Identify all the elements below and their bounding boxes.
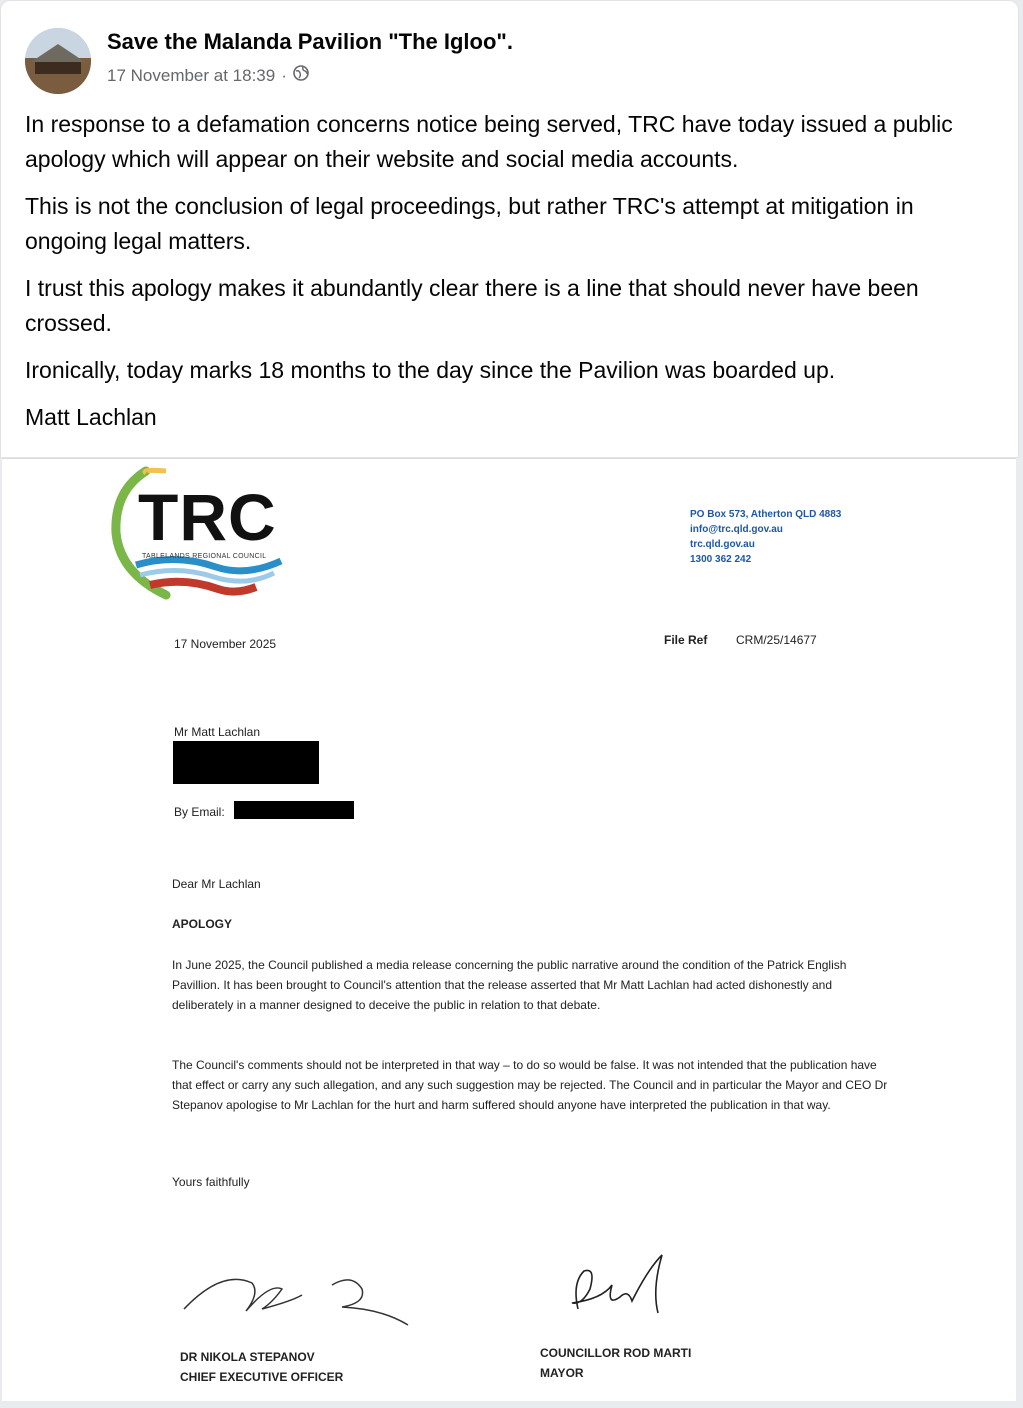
council-contact-details	[690, 507, 841, 567]
post-paragraph: In response to a defamation concerns notice being served, TRC have today issued a public apology which will appear on their website and social media accounts.	[25, 111, 953, 172]
post-paragraph: Ironically, today marks 18 months to the day since the Pavilion was boarded up.	[25, 357, 836, 383]
by-email-label: By Email:	[174, 805, 225, 819]
ceo-signature	[182, 1249, 422, 1334]
contact-line: info@trc.qld.gov.au	[690, 524, 783, 535]
contact-line: 1300 362 242	[690, 554, 752, 565]
letter-paragraph: In June 2025, the Council published a media release concerning the public narrative around the condition of the Patrick English Pavillion. It has been brought to Council's attention that the release asserted that Mr Matt Lachlan had acted dishonestly and deliberately in a manner designed to deceive the public in relation to that debate.	[172, 958, 847, 1012]
mayor-title: MAYOR	[540, 1366, 584, 1380]
apology-letter-image[interactable]	[2, 458, 1016, 1401]
mayor-signature	[562, 1249, 682, 1334]
post-signature: Matt Lachlan	[25, 404, 157, 430]
post-meta	[107, 65, 309, 86]
contact-line: trc.qld.gov.au	[690, 539, 755, 550]
meta-separator: ·	[281, 65, 287, 85]
post-timestamp[interactable]: 17 November at 18:39	[107, 65, 276, 85]
trc-logo	[106, 461, 306, 601]
mayor-signature-block	[540, 1343, 691, 1383]
letter-heading: APOLOGY	[172, 917, 233, 931]
logo-text: TRC	[138, 480, 277, 554]
recipient-name: Mr Matt Lachlan	[174, 725, 261, 739]
logo-subtitle: TABLELANDS REGIONAL COUNCIL	[142, 553, 267, 560]
page-avatar[interactable]	[25, 28, 91, 94]
globe-icon[interactable]	[293, 65, 309, 86]
ceo-name: DR NIKOLA STEPANOV	[180, 1350, 315, 1364]
contact-line: PO Box 573, Atherton QLD 4883	[690, 509, 842, 520]
post-text	[25, 107, 998, 447]
post-paragraph: I trust this apology makes it abundantly clear there is a line that should never have been crossed.	[25, 275, 919, 336]
redacted-email	[234, 801, 354, 819]
post-paragraph: This is not the conclusion of legal proceedings, but rather TRC's attempt at mitigation in ongoing legal matters.	[25, 193, 914, 254]
file-ref-label: File Ref	[664, 633, 708, 647]
letter-date: 17 November 2025	[174, 637, 277, 651]
redacted-address	[173, 741, 319, 784]
page-name-link[interactable]: Save the Malanda Pavilion "The Igloo".	[107, 29, 513, 54]
ceo-title: CHIEF EXECUTIVE OFFICER	[180, 1370, 344, 1384]
facebook-post	[0, 0, 1019, 458]
letter-paragraph: The Council's comments should not be interpreted in that way – to do so would be false. It was not intended that the publication have that effect or carry any such allegation, and any such suggestion may be rejected. The Council and in particular the Mayor and CEO Dr Stepanov apologise to Mr Lachlan for the hurt and harm suffered should anyone have interpreted the publication in that way.	[172, 1058, 888, 1112]
ceo-signature-block	[180, 1347, 343, 1387]
mayor-name: COUNCILLOR ROD MARTI	[540, 1346, 692, 1360]
file-ref-value: CRM/25/14677	[736, 633, 817, 647]
closing: Yours faithfully	[172, 1175, 250, 1189]
salutation: Dear Mr Lachlan	[172, 877, 261, 891]
